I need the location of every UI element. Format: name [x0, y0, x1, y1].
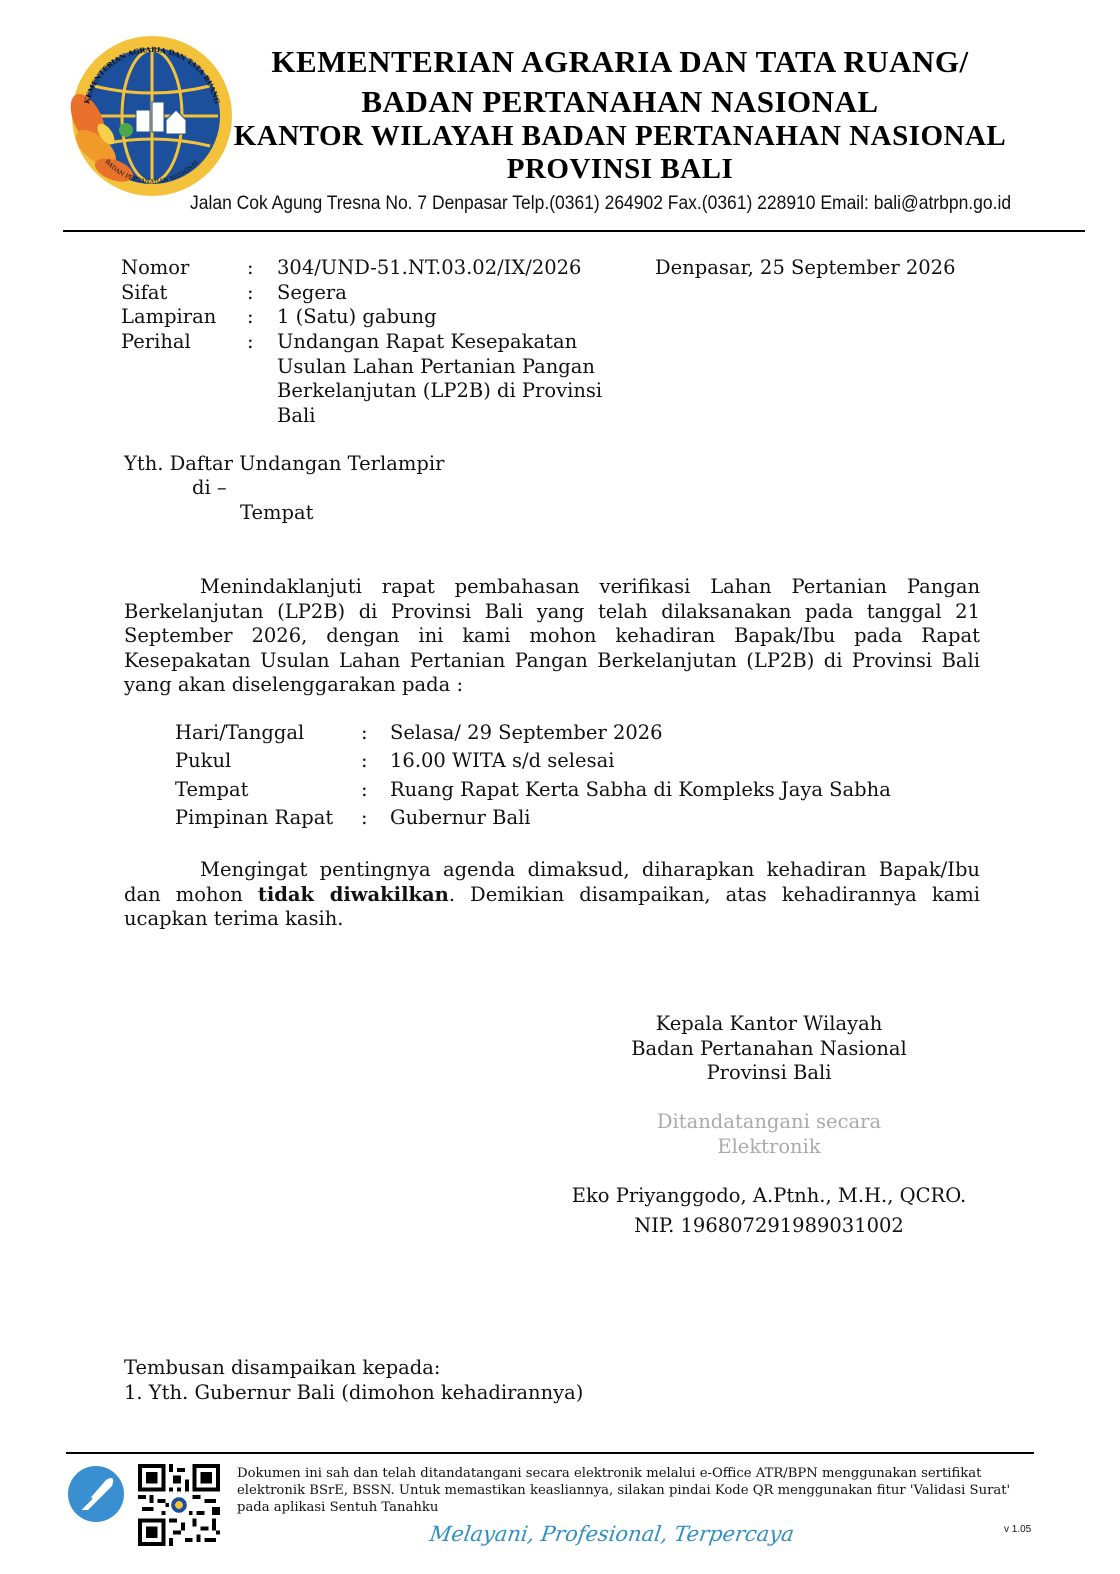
footer-slogan: Melayani, Profesional, Terpercaya [428, 1522, 796, 1546]
signer-title-1: Kepala Kantor Wilayah [655, 1012, 883, 1035]
signer-name: Eko Priyanggodo, A.Ptnh., M.H., QCRO. [571, 1184, 967, 1207]
perihal-label: Perihal [121, 330, 191, 353]
colon: : [247, 256, 254, 279]
recipient-di: di – [192, 476, 227, 499]
colon: : [247, 305, 254, 328]
svg-text:BADAN PERTANAHAN NASIONAL: BADAN PERTANAHAN NASIONAL [103, 158, 201, 186]
lampiran-value: 1 (Satu) gabung [277, 305, 437, 328]
signature-block [560, 1012, 978, 1086]
tembusan-title: Tembusan disampaikan kepada: [124, 1356, 441, 1379]
province-title: PROVINSI BALI [506, 153, 734, 185]
feather-pen-icon [66, 1464, 126, 1524]
electronic-signature-note: Ditandatangani secara Elektronik [656, 1110, 882, 1158]
office-address: Jalan Cok Agung Tresna No. 7 Denpasar Telp.(0361) 264902 Fax.(0361) 228910 Email: bali@atrbpn.go.id [190, 193, 1012, 214]
sifat-label: Sifat [121, 281, 168, 304]
recipient-place: Tempat [240, 501, 314, 524]
footer-validation-note: Dokumen ini sah dan telah ditandatangani secara elektronik melalui e-Office ATR/BPN menggunakan sertifikat elektronik BSrE, BSSN. Untuk memastikan keasliannya, silakan pindai Kode QR menggunakan fitur 'Validasi Surat' pada aplikasi Sentuh Tanahku [237, 1466, 1011, 1515]
letter-date: Denpasar, 25 September 2026 [655, 256, 956, 279]
signer-title-2: Badan Pertanahan Nasional [631, 1036, 907, 1060]
colon: : [247, 330, 254, 353]
nomor-label: Nomor [121, 256, 190, 279]
signer-title-3: Provinsi Bali [706, 1061, 832, 1084]
version-label: v 1.05 [1004, 1524, 1032, 1535]
tembusan-item: 1. Yth. Gubernur Bali (dimohon kehadirannya) [124, 1381, 584, 1404]
footer-divider [66, 1452, 1034, 1454]
emphasis-text: tidak diwakilkan [257, 882, 449, 906]
sifat-value: Segera [277, 281, 347, 304]
body-paragraph-2: Mengingat pentingnya agenda dimaksud, diharapkan kehadiran Bapak/Ibu dan mohon tidak diwakilkan. Demikian disampaikan, atas kehadirannya kami ucapkan terima kasih. [124, 858, 980, 930]
colon: : [247, 281, 254, 304]
nomor-value: 304/UND-51.NT.03.02/IX/2026 [277, 256, 582, 279]
signer-nip: NIP. 196807291989031002 [634, 1214, 904, 1237]
perihal-value: Undangan Rapat Kesepakatan Usulan Lahan Pertanian Pangan Berkelanjutan (LP2B) di Provinsi Bali [277, 330, 603, 427]
svg-text:KEMENTERIAN AGRARIA DAN TATA R: KEMENTERIAN AGRARIA DAN TATA RUANG [82, 44, 222, 105]
agency-title: BADAN PERTANAHAN NASIONAL [361, 84, 879, 119]
qr-code[interactable] [138, 1464, 220, 1546]
recipient-line: Yth. Daftar Undangan Terlampir [124, 452, 445, 475]
lampiran-label: Lampiran [121, 305, 217, 328]
ministry-title: KEMENTERIAN AGRARIA DAN TATA RUANG/ [271, 44, 969, 79]
body-paragraph-1: Menindaklanjuti rapat pembahasan verifikasi Lahan Pertanian Pangan Berkelanjutan (LP2B) di Provinsi Bali yang telah dilaksanakan pada tanggal 21 September 2026, dengan ini kami mohon kehadiran Bapak/Ibu pada Rapat Kesepakatan Usulan Lahan Pertanian Pangan Berkelanjutan (LP2B) di Provinsi Bali yang akan diselenggarakan pada : [124, 575, 980, 696]
header-divider [63, 230, 1085, 232]
office-title: KANTOR WILAYAH BADAN PERTANAHAN NASIONAL [233, 120, 1007, 152]
